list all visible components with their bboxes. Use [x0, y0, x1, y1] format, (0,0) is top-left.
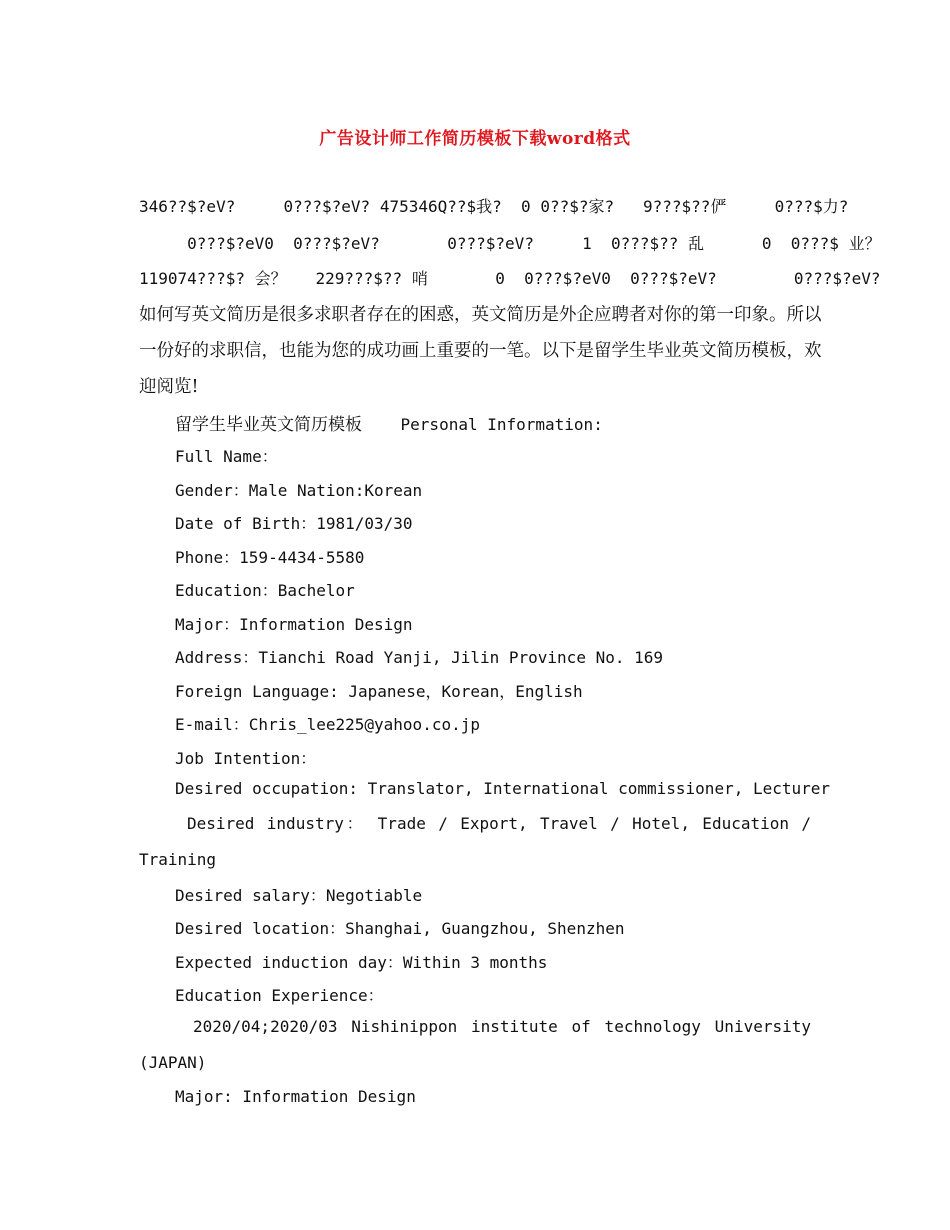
address-line: Address：Tianchi Road Yanji, Jilin Province No. 169	[175, 648, 664, 667]
document-title: 广告设计师工作简历模板下载word格式	[319, 129, 631, 149]
industry-line-a: Desired industry： Trade / Export, Travel / Hotel, Education /	[187, 814, 811, 833]
industry-line	[139, 806, 811, 878]
heading-en: Personal Information:	[400, 415, 603, 434]
heading-cn: 留学生毕业英文简历模板	[175, 415, 362, 435]
language-line: Foreign Language: Japanese，Korean，English	[175, 682, 583, 701]
education-entry-b: (JAPAN)	[139, 1053, 207, 1072]
dob-line: Date of Birth：1981/03/30	[175, 514, 413, 533]
education-line: Education：Bachelor	[175, 581, 355, 600]
garbled-line-3: 119074???$? 会？ 229???$?? 哨 0 0???$?eV0 0???$?eV? 0???$?eV?	[139, 269, 881, 288]
education-experience-line: Education Experience：	[175, 986, 384, 1005]
section-heading	[175, 410, 603, 435]
gender-line: Gender：Male Nation:Korean	[175, 481, 423, 500]
major-line: Major：Information Design	[175, 615, 413, 634]
full-name-line: Full Name：	[175, 447, 278, 466]
salary-line: Desired salary：Negotiable	[175, 886, 423, 905]
phone-line: Phone：159-4434-5580	[175, 548, 365, 567]
education-entry-a: 2020/04;2020/03 Nishinippon institute of technology University	[193, 1017, 811, 1036]
major-line-2: Major: Information Design	[175, 1087, 416, 1106]
education-entry	[139, 1009, 811, 1081]
occupation-line: Desired occupation: Translator, International commissioner, Lecturer	[175, 779, 831, 798]
email-line: E-mail：Chris_lee225@yahoo.co.jp	[175, 715, 480, 734]
location-line: Desired location：Shanghai, Guangzhou, Shenzhen	[175, 919, 625, 938]
induction-line: Expected induction day：Within 3 months	[175, 953, 548, 972]
intro-paragraph: 如何写英文简历是很多求职者存在的困惑，英文简历是外企应聘者对你的第一印象。所以一份好的求职信，也能为您的成功画上重要的一笔。以下是留学生毕业英文简历模板，欢迎阅览!	[139, 305, 822, 397]
industry-line-b: Training	[139, 850, 217, 869]
garbled-line-1: 346??$?eV? 0???$?eV? 475346Q??$我? 0 0??$?家? 9???$??俨 0???$力?	[139, 197, 849, 216]
garbled-line-2: 0???$?eV0 0???$?eV? 0???$?eV? 1 0???$?? 乱 0 0???$ 业？	[139, 234, 881, 253]
job-intention-line: Job Intention：	[175, 749, 317, 768]
